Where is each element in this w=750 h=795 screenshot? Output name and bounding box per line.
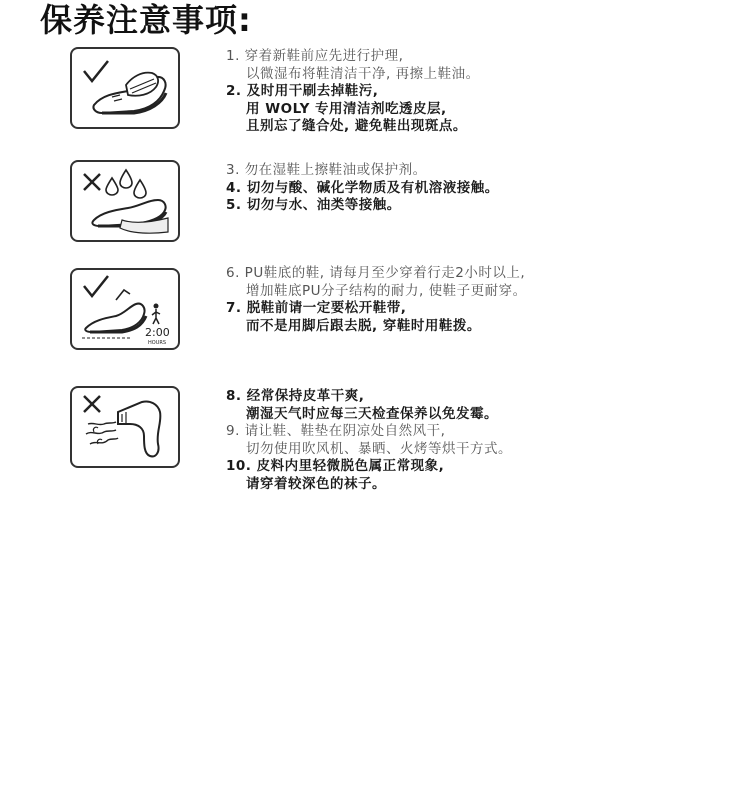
care-line: 增加鞋底PU分子结构的耐力, 使鞋子更耐穿。 (246, 282, 527, 299)
care-block-4 (226, 388, 512, 493)
care-line: 请穿着较深色的袜子。 (246, 475, 386, 492)
cross-wet-shoe-icon (72, 162, 178, 240)
care-line: 3. 勿在湿鞋上擦鞋油或保护剂。 (226, 162, 427, 178)
care-block-3 (226, 265, 527, 335)
walk-duration-unit: HOURS (148, 340, 167, 346)
care-line: 9. 请让鞋、鞋垫在阴凉处自然风干, (226, 423, 446, 439)
page-title: 保养注意事项: (40, 1, 252, 39)
cross-dryer-shoe-icon (72, 388, 178, 466)
care-block-2 (226, 162, 499, 215)
care-line: 且别忘了缝合处, 避免鞋出现斑点。 (246, 118, 467, 134)
care-icon-box-3 (70, 268, 180, 350)
care-line: 10. 皮料内里轻微脱色属正常现象, (226, 458, 445, 474)
care-line: 2. 及时用干刷去掉鞋污, (226, 83, 379, 99)
care-icon-box-4 (70, 386, 180, 468)
care-line: 7. 脱鞋前请一定要松开鞋带, (226, 300, 407, 316)
care-icon-box-2 (70, 160, 180, 242)
care-line: 用 WOLY 专用清洁剂吃透皮层, (246, 100, 447, 117)
care-line: 4. 切勿与酸、碱化学物质及有机溶液接触。 (226, 179, 499, 196)
care-block-1 (226, 48, 480, 136)
care-line: 6. PU鞋底的鞋, 请每月至少穿着行走2小时以上, (226, 265, 526, 281)
care-line: 8. 经常保持皮革干爽, (226, 388, 365, 404)
care-line: 5. 切勿与水、油类等接触。 (226, 197, 401, 213)
care-line: 1. 穿着新鞋前应先进行护理, (226, 48, 404, 64)
walk-duration-badge: 2:00 (145, 326, 170, 339)
care-line: 而不是用脚后跟去脱, 穿鞋时用鞋拨。 (246, 317, 481, 334)
care-line: 潮湿天气时应每三天检查保养以免发霉。 (246, 405, 498, 422)
care-line: 以微湿布将鞋清洁干净, 再擦上鞋油。 (246, 65, 480, 82)
care-line: 切勿使用吹风机、暴晒、火烤等烘干方式。 (246, 440, 512, 457)
care-icon-box-1 (70, 47, 180, 129)
check-walking-shoe-icon (72, 270, 178, 348)
check-shoe-cloth-icon (72, 49, 178, 127)
